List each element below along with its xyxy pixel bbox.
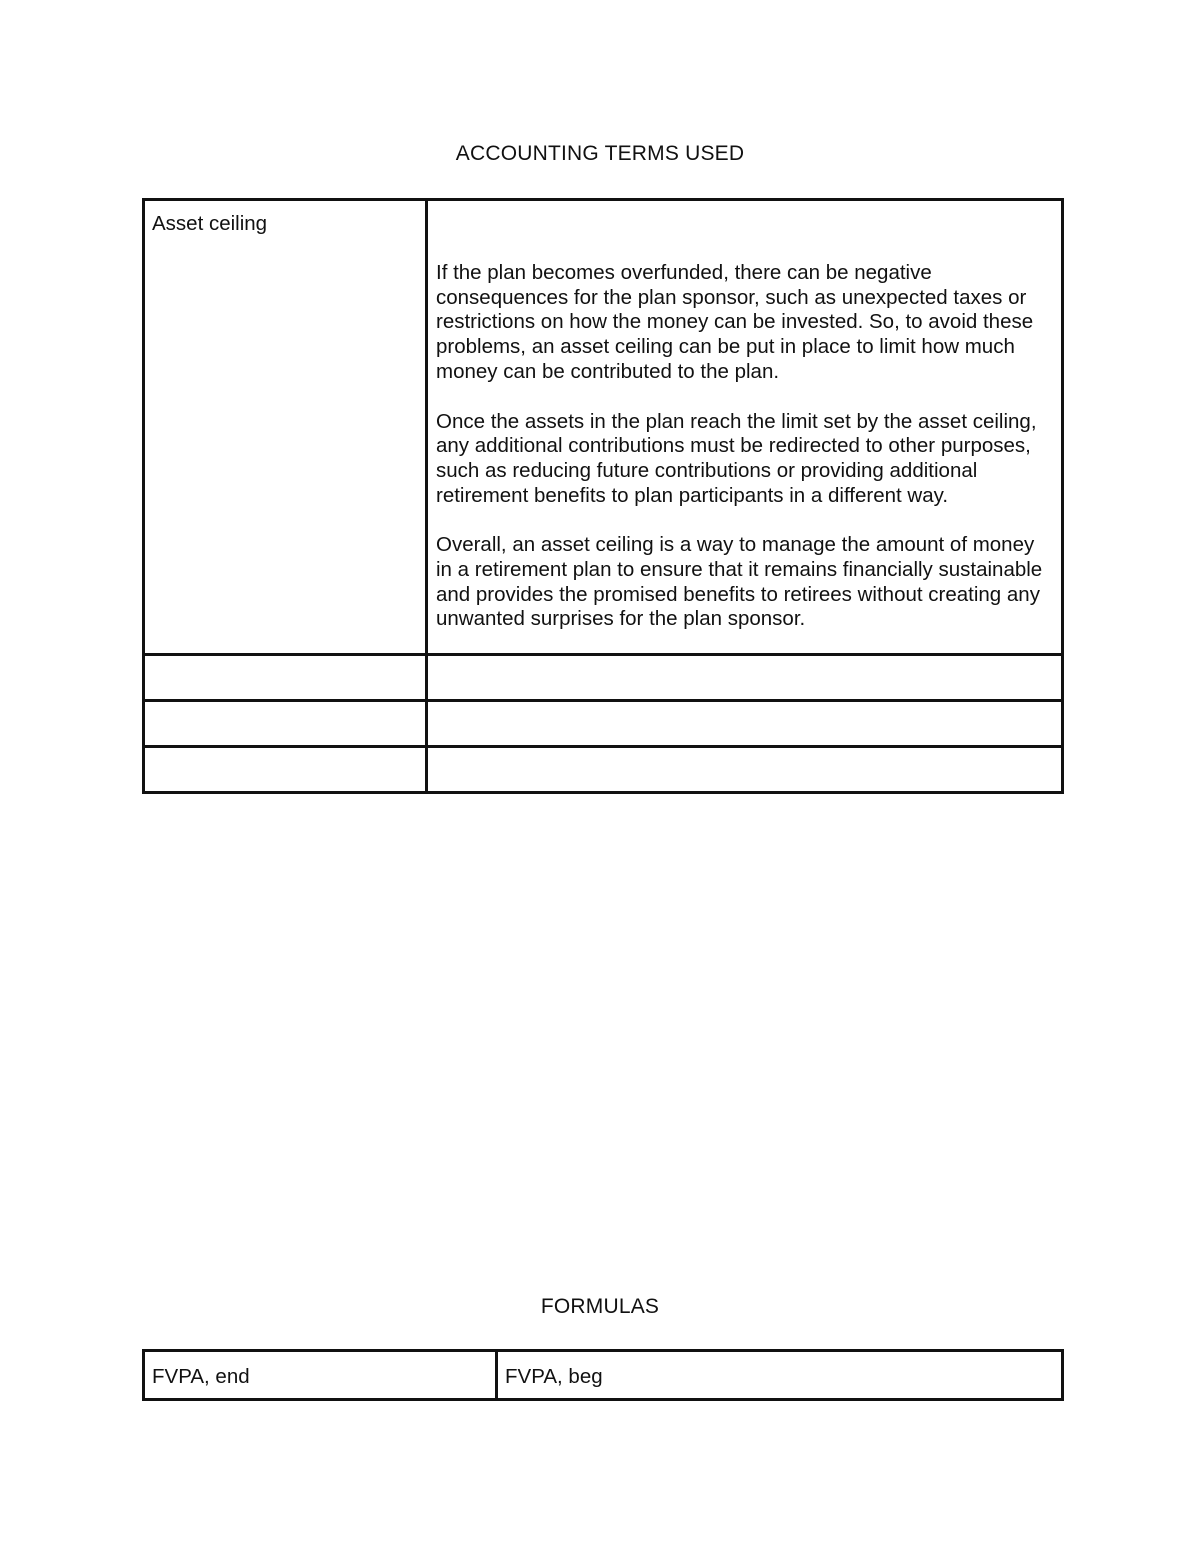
table-row (144, 200, 1063, 655)
definition-paragraph: Overall, an asset ceiling is a way to manage the amount of money in a retirement plan to ensure that it remains financially sustainable and provides the promised benefits to retirees without creating any unwanted surprises for the plan sponsor. (436, 533, 1043, 631)
formula-cell-fvpa-beg: FVPA, beg (497, 1351, 1063, 1400)
term-label: Asset ceiling (152, 212, 268, 235)
definition-paragraph: If the plan becomes overfunded, there can be negative consequences for the plan sponsor, such as unexpected taxes or restrictions on how the money can be invested. So, to avoid these problems, an asset ceiling can be put in place to limit how much money can be contributed to the plan. (436, 261, 1034, 383)
term-cell (144, 747, 427, 793)
definition-paragraph: Once the assets in the plan reach the limit set by the asset ceiling, any additional contributions must be redirected to other purposes, such as reducing future contributions or providing additional retirement benefits to plan participants in a different way. (436, 409, 1037, 507)
table-row (144, 747, 1063, 793)
definition-cell (427, 701, 1063, 747)
table-row (144, 701, 1063, 747)
formulas-table (142, 1349, 1064, 1401)
definition-cell (427, 747, 1063, 793)
formula-cell-fvpa-end: FVPA, end (144, 1351, 497, 1400)
term-cell (144, 655, 427, 701)
table-row (144, 655, 1063, 701)
definition-cell (427, 200, 1063, 655)
term-cell (144, 701, 427, 747)
term-cell (144, 200, 427, 655)
definition-cell (427, 655, 1063, 701)
terms-table (142, 198, 1064, 794)
table-row (144, 1351, 1063, 1400)
formulas-section-heading: FORMULAS (540, 1295, 660, 1318)
terms-section-heading: ACCOUNTING TERMS USED (455, 142, 745, 165)
